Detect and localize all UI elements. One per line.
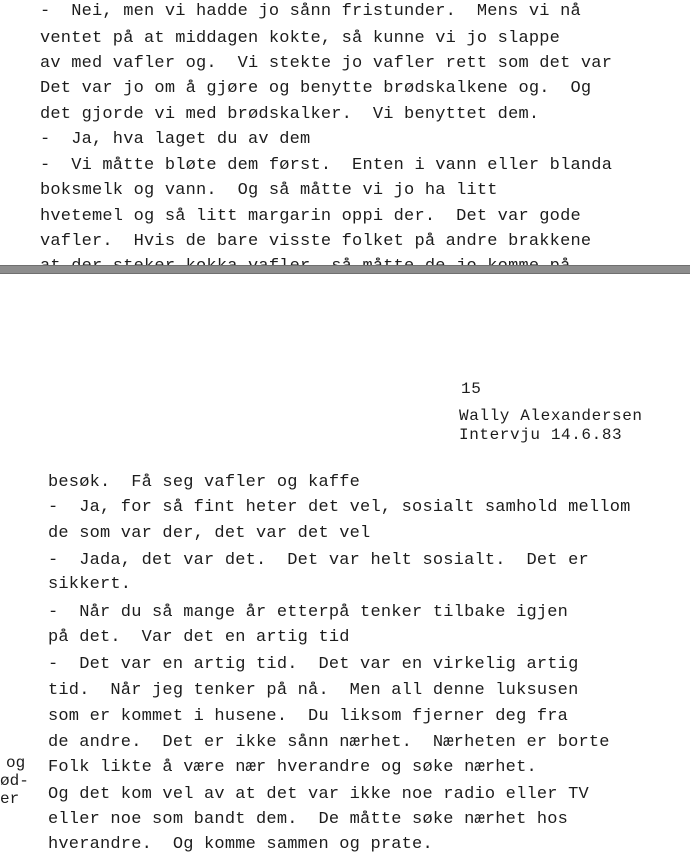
interview-date: Intervju 14.6.83 <box>459 426 623 444</box>
text-line: det gjorde vi med brødskalker. Vi benyttet dem. <box>40 105 540 124</box>
text-line: - Ja, for så fint heter det vel, sosialt samhold mellom <box>48 498 631 517</box>
text-line: sikkert. <box>48 575 132 594</box>
text-line: - Det var en artig tid. Det var en virkelig artig <box>48 655 579 674</box>
text-line: boksmelk og vann. Og så måtte vi jo ha litt <box>40 181 498 200</box>
text-line: - Når du så mange år etterpå tenker tilbake igjen <box>48 603 569 622</box>
text-line: Det var jo om å gjøre og benytte brødskalkene og. Og <box>40 79 592 98</box>
text-line: Og det kom vel av at det var ikke noe radio eller TV <box>48 785 589 804</box>
text-line: - Jada, det var det. Det var helt sosialt. Det er <box>48 551 589 570</box>
interviewee-name: Wally Alexandersen <box>459 407 643 425</box>
text-line: - Nei, men vi hadde jo sånn fristunder. Mens vi nå <box>40 2 581 21</box>
text-line: Folk likte å være nær hverandre og søke nærhet. <box>48 758 537 777</box>
margin-fragment: er <box>0 790 20 808</box>
text-line: vafler. Hvis de bare visste folket på andre brakkene <box>40 232 592 251</box>
margin-fragment: og <box>6 754 26 772</box>
text-line: - Ja, hva laget du av dem <box>40 130 311 149</box>
page-divider <box>0 265 690 274</box>
page-number: 15 <box>461 380 482 398</box>
text-line: de som var der, det var det vel <box>48 524 371 543</box>
text-line: eller noe som bandt dem. De måtte søke nærhet hos <box>48 810 569 829</box>
margin-fragment: ød- <box>0 772 29 790</box>
text-line: av med vafler og. Vi stekte jo vafler rett som det var <box>40 54 613 73</box>
text-line: som er kommet i husene. Du liksom fjerner deg fra <box>48 707 569 726</box>
text-line: besøk. Få seg vafler og kaffe <box>48 473 361 492</box>
previous-page-fragment <box>0 0 690 265</box>
text-line: de andre. Det er ikke sånn nærhet. Nærheten er borte <box>48 733 610 752</box>
text-line: tid. Når jeg tenker på nå. Men all denne luksusen <box>48 681 579 700</box>
text-line: hvetemel og så litt margarin oppi der. Det var gode <box>40 207 581 226</box>
text-line: hverandre. Og komme sammen og prate. <box>48 835 433 854</box>
text-line: ventet på at middagen kokte, så kunne vi jo slappe <box>40 29 561 48</box>
text-line: på det. Var det en artig tid <box>48 628 350 647</box>
text-line: - Vi måtte bløte dem først. Enten i vann eller blanda <box>40 156 613 175</box>
